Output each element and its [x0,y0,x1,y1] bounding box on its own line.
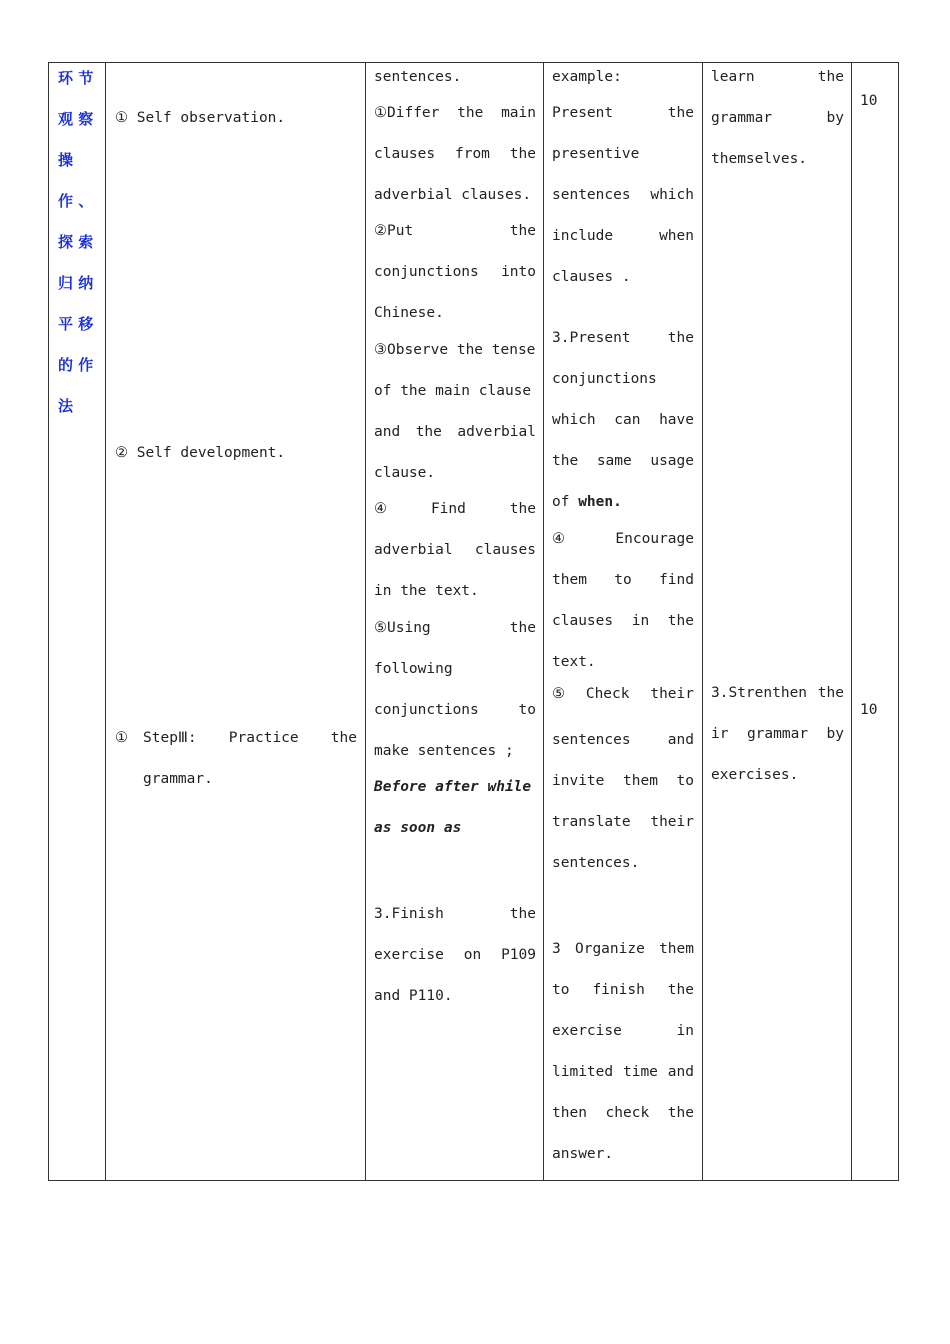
stage-column [49,63,105,1180]
stage-line: 观 察 [58,110,94,128]
text-line: then check the [552,1105,694,1121]
time-column [852,63,898,1180]
text-line: to finish the [552,982,694,998]
text-line: the same usage [552,453,694,469]
text-line: conjunctions to [374,702,536,718]
text-line: ②Put the [374,223,536,239]
text-line: 3.Present the [552,330,694,346]
stage-line: 平 移 [58,315,94,333]
text-line: ④ Encourage [552,531,694,547]
conjunctions-list: as soon as [374,820,462,836]
text-line: text. [552,654,596,670]
purpose-column [703,63,851,1180]
text-line: sentences. [552,855,640,871]
text-line: exercises. [711,767,799,783]
text-line: include when [552,228,694,244]
time-minutes: 10 [860,702,878,718]
text-line: conjunctions [552,371,657,387]
step-practice: StepⅢ: Practice the [143,730,357,746]
text-line: invite them to [552,773,694,789]
text-line: clauses . [552,269,631,285]
student-activity-column [366,63,543,1180]
text-line: which can have [552,412,694,428]
text-line: following [374,661,453,677]
text-line: and the adverbial [374,424,536,440]
text-line: limited time and [552,1064,694,1080]
text-line: 3 Organize them [552,941,694,957]
step-number: ① [115,730,128,746]
teacher-activity-column [544,63,702,1180]
text-line: sentences and [552,732,694,748]
text-line: ⑤ Check their [552,686,694,702]
text-line: and P110. [374,988,453,1004]
text-line: in the text. [374,583,479,599]
stage-line: 法 [58,397,74,415]
text-line: adverbial clauses. [374,187,532,203]
stage-line: 环 节 [58,69,94,87]
text-line: answer. [552,1146,614,1162]
step-self-observation: ① Self observation. [115,110,286,126]
stage-line: 操 [58,151,74,169]
text-line: 3.Strenthen the [711,685,844,701]
text-line: presentive [552,146,640,162]
text-line: sentences which [552,187,694,203]
text-line: ir grammar by [711,726,844,742]
stage-line: 的 作 [58,356,94,374]
text-line: make sentences ; [374,743,514,759]
text-line: themselves. [711,151,808,167]
lesson-plan-table [48,62,899,1181]
text-line: learn the [711,69,844,85]
text-line: Present the [552,105,694,121]
text-line: 3.Finish the [374,906,536,922]
text-line: conjunctions into [374,264,536,280]
text-line: ④ Find the [374,501,536,517]
text-line: clauses from the [374,146,536,162]
stage-line: 探 索 [58,233,94,251]
text-line: of when. [552,494,622,510]
text-line: grammar by [711,110,844,126]
text-line: clause. [374,465,436,481]
text-line: adverbial clauses [374,542,536,558]
step-self-development: ② Self development. [115,445,286,461]
stage-line: 归 纳 [58,274,94,292]
stage-line: 作 、 [58,192,94,210]
text-line: ①Differ the main [374,105,536,121]
steps-column [106,63,365,1180]
text-line: them to find [552,572,694,588]
text-line: translate their [552,814,694,830]
text-line: exercise on P109 [374,947,536,963]
conjunctions-list: Before after while [374,779,532,795]
text-line: ③Observe the tense [374,342,536,358]
text-line: example: [552,69,622,85]
text-line: Chinese. [374,305,444,321]
text-line: ⑤Using the [374,620,536,636]
text-line: sentences. [374,69,462,85]
time-minutes: 10 [860,93,878,109]
step-practice-line2: grammar. [143,771,213,787]
text-line: exercise in [552,1023,694,1039]
text-line: of the main clause [374,383,532,399]
text-line: clauses in the [552,613,694,629]
